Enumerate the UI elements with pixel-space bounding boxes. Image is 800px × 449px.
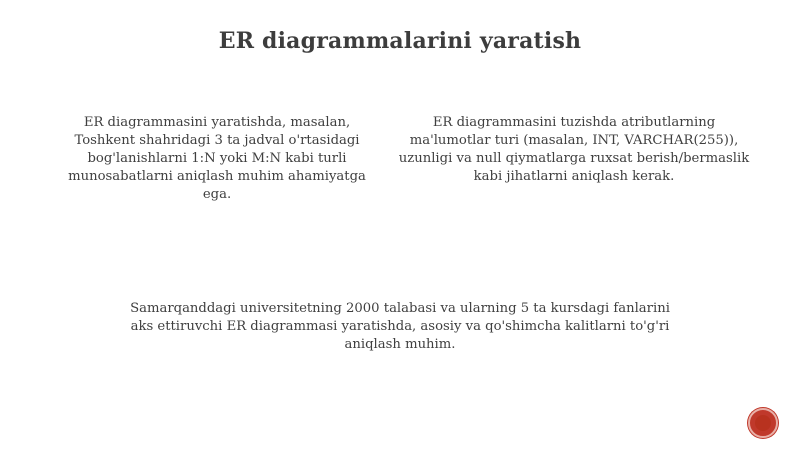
circle-nav-icon (755, 415, 771, 431)
bottom-text-block: Samarqanddagi universitetning 2000 talabasi va ularning 5 ta kursdagi fanlarini aks ettiruvchi ER diagrammasi yaratishda, asosiy va qo'shimcha kalitlarni to'g'ri aniqlash muhim. (130, 301, 670, 352)
slide-title: ER diagrammalarini yaratish (218, 28, 582, 54)
left-text-block: ER diagrammasini yaratishda, masalan, Toshkent shahridagi 3 ta jadval o'rtasidagi bog'lanishlarni 1:N yoki M:N kabi turli munosabatlarni aniqlash muhim ahamiyatga ega. (68, 115, 366, 202)
nav-circle-button[interactable] (748, 408, 778, 438)
right-text-block: ER diagrammasini tuzishda atributlarning ma'lumotlar turi (masalan, INT, VARCHAR(255)), uzunligi va null qiymatlarga ruxsat berish/bermaslik kabi jihatlarni aniqlash kerak. (398, 115, 750, 184)
